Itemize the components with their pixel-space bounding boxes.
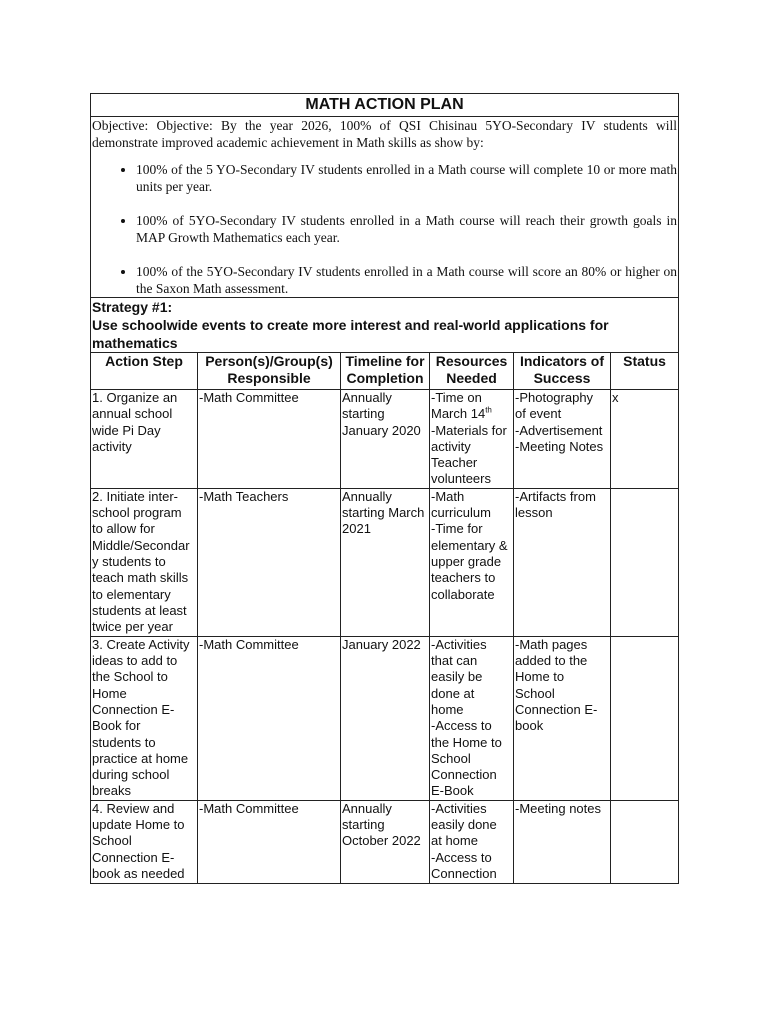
header-status: Status xyxy=(611,353,679,390)
objective-bullet-list xyxy=(92,161,677,297)
page-title: MATH ACTION PLAN xyxy=(91,94,679,117)
strategy-label: Strategy #1: xyxy=(92,299,173,315)
header-persons-responsible: Person(s)/Group(s) Responsible xyxy=(198,353,341,390)
cell-action: 1. Organize an annual school wide Pi Day activity xyxy=(91,390,198,489)
header-action-step: Action Step xyxy=(91,353,198,390)
objective-text: Objective: Objective: By the year 2026, 100% of QSI Chisinau 5YO-Secondary IV students will demonstrate improved academic achievement in Math skills as show by: xyxy=(92,118,678,150)
cell-timeline: Annually starting October 2022 xyxy=(341,800,430,883)
objective-section xyxy=(91,117,679,298)
header-resources: Resources Needed xyxy=(430,353,514,390)
action-plan-table xyxy=(90,93,679,884)
cell-indicators: -Meeting notes xyxy=(514,800,611,883)
cell-resources: -Time on March 14th -Materials for activity Teacher volunteers xyxy=(430,390,514,489)
header-indicators: Indicators of Success xyxy=(514,353,611,390)
objective-bullet: • 100% of 5YO-Secondary IV students enrolled in a Math course will reach their growth goals in MAP Growth Mathematics each year. xyxy=(136,212,677,246)
table-row xyxy=(91,488,679,636)
table-row xyxy=(91,390,679,489)
cell-status: x xyxy=(611,390,679,489)
cell-timeline: January 2022 xyxy=(341,636,430,800)
table-row xyxy=(91,800,679,883)
objective-bullet: • 100% of the 5YO-Secondary IV students enrolled in a Math course will score an 80% or higher on the Saxon Math assessment. xyxy=(136,263,677,297)
cell-persons: -Math Committee xyxy=(198,390,341,489)
cell-indicators: -Artifacts from lesson xyxy=(514,488,611,636)
table-row xyxy=(91,636,679,800)
cell-status xyxy=(611,488,679,636)
cell-status xyxy=(611,800,679,883)
cell-timeline: Annually starting January 2020 xyxy=(341,390,430,489)
strategy-text: Use schoolwide events to create more interest and real-world applications for mathematics xyxy=(92,317,609,351)
cell-action: 3. Create Activity ideas to add to the School to Home Connection E- Book for students to practice at home during school breaks xyxy=(91,636,198,800)
header-timeline: Timeline for Completion xyxy=(341,353,430,390)
cell-indicators: -Math pages added to the Home to School Connection E- book xyxy=(514,636,611,800)
cell-persons: -Math Committee xyxy=(198,636,341,800)
cell-persons: -Math Committee xyxy=(198,800,341,883)
objective-bullet: • 100% of the 5 YO-Secondary IV students enrolled in a Math course will complete 10 or more math units per year. xyxy=(136,161,677,195)
cell-persons: -Math Teachers xyxy=(198,488,341,636)
cell-action: 2. Initiate inter- school program to allow for Middle/Secondar y students to teach math skills to elementary students at least twice per year xyxy=(91,488,198,636)
cell-timeline: Annually starting March 2021 xyxy=(341,488,430,636)
cell-resources: -Math curriculum -Time for elementary & upper grade teachers to collaborate xyxy=(430,488,514,636)
cell-resources: -Activities easily done at home -Access to Connection xyxy=(430,800,514,883)
cell-action: 4. Review and update Home to School Connection E- book as needed xyxy=(91,800,198,883)
strategy-section xyxy=(91,298,679,353)
cell-status xyxy=(611,636,679,800)
superscript-th: th xyxy=(485,405,492,415)
cell-resources: -Activities that can easily be done at home -Access to the Home to School Connection E-Book xyxy=(430,636,514,800)
cell-indicators: -Photography of event -Advertisement -Meeting Notes xyxy=(514,390,611,489)
